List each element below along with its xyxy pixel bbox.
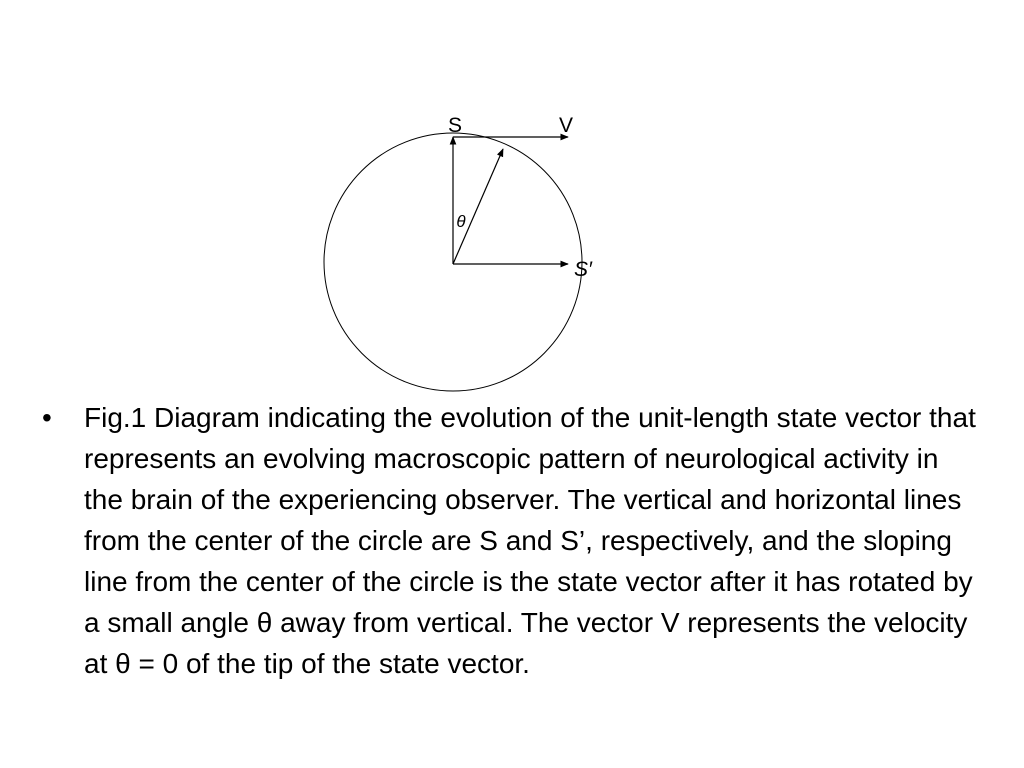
label-s-prime: S′ (574, 258, 592, 281)
label-theta: θ (456, 212, 466, 231)
bullet-marker: • (42, 402, 52, 433)
caption-bullet-item (42, 397, 1002, 684)
label-v: V (558, 114, 574, 137)
label-s: S (447, 114, 463, 137)
rotated-state-vector (453, 149, 503, 264)
figure-caption: Fig.1 Diagram indicating the evolution of the unit-length state vector that represents an evolving macroscopic pattern of neurological activity in the brain of the experiencing observer. The vertical and horizontal lines from the center of the circle are S and S’, respectively, and the sloping line from the center of the circle is the state vector after it has rotated by a small angle θ away from vertical. The vector V represents the velocity at θ = 0 of the tip of the state vector. (84, 402, 976, 679)
